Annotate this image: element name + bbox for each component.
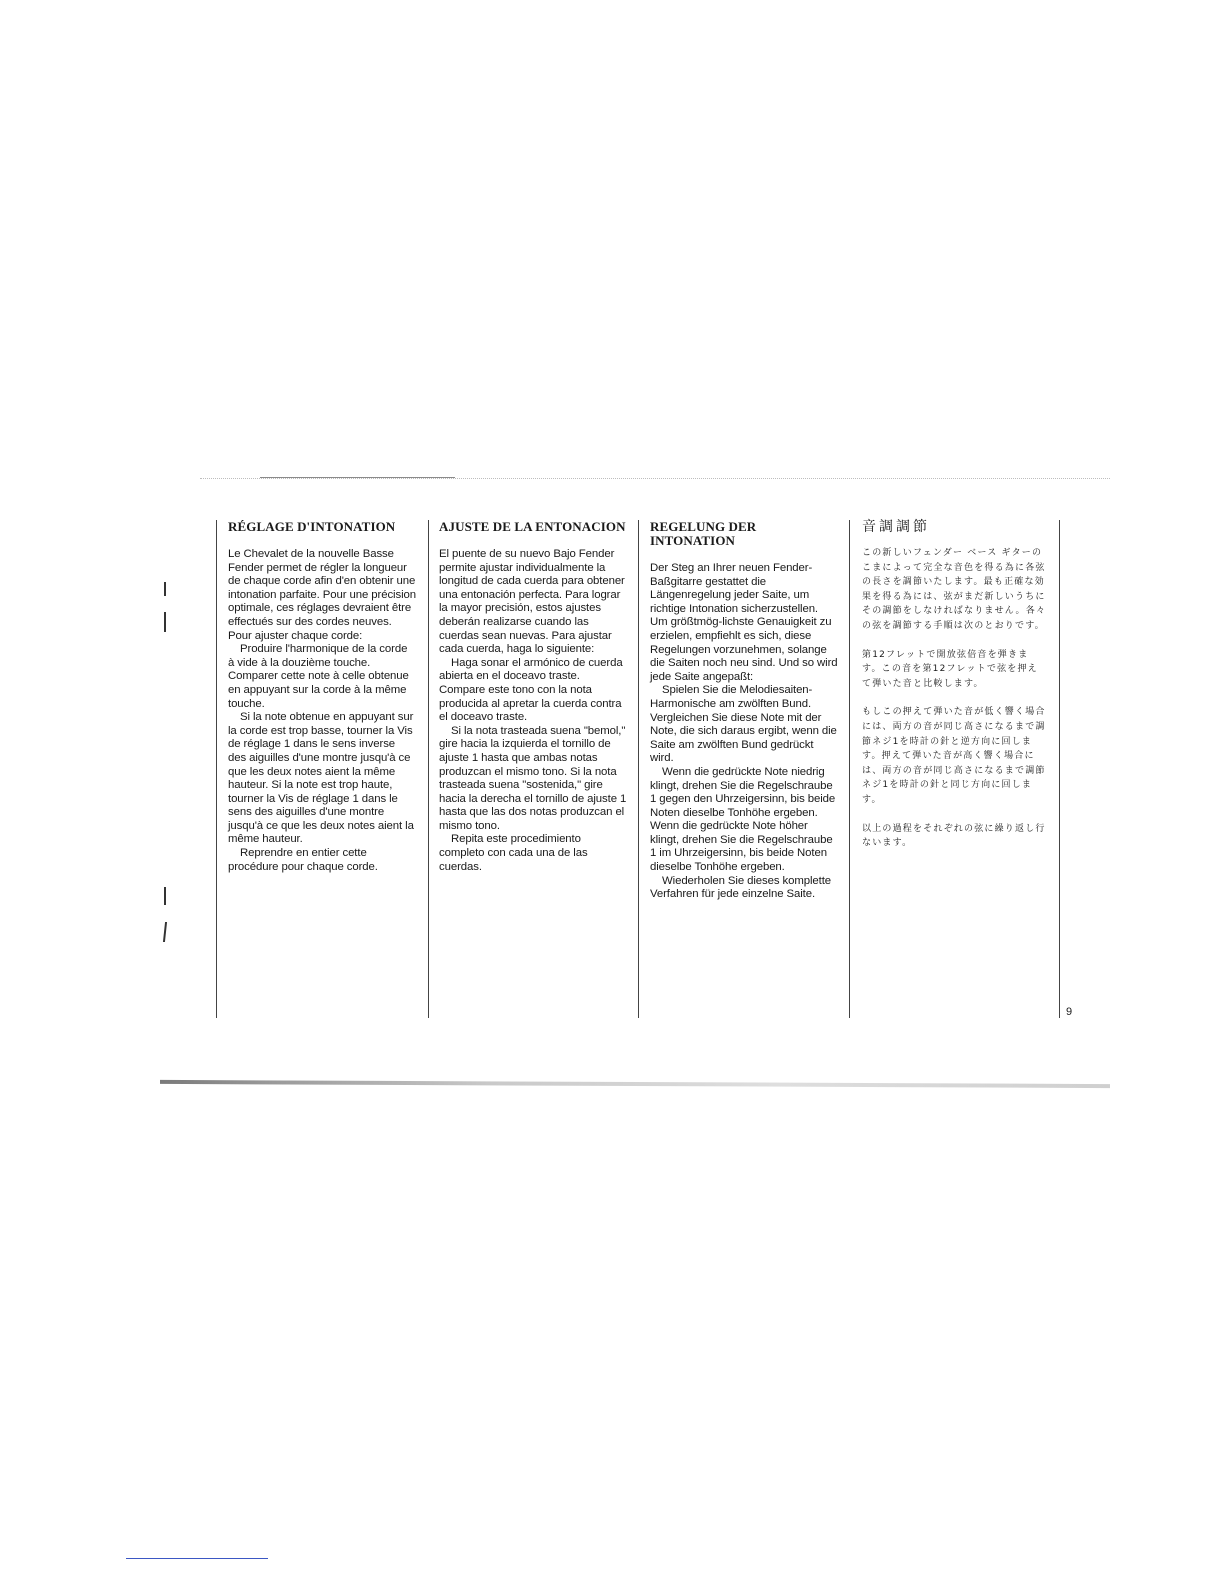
column-japanese bbox=[862, 520, 1048, 865]
paragraph: Produire l'harmonique de la corde à vide à la douzième touche. Comparer cette note à celle obtenue en appuyant sur la corde à la même touche. bbox=[228, 643, 409, 710]
paragraph: Si la note obtenue en appuyant sur la corde est trop basse, tourner la Vis de réglage 1 dans le sens inverse des aiguilles d'une montre jusqu'à ce que les deux notes aient la même hauteur. Si la note est trop haute, tourner la Vis de réglage 1 dans le sens des aiguilles d'une montre jusqu'à ce que les deux notes aient la même hauteur. bbox=[228, 711, 414, 846]
edge-mark bbox=[163, 922, 167, 942]
paragraph: Si la nota trasteada suena "bemol," gire hacia la izquierda el tornillo de ajuste 1 hasta que ambas notas produzcan el mismo tono. Si la nota trasteada suena "sostenida," gire hacia la derecha el tornillo de ajuste 1 hasta que las dos notas produzcan el mismo tono. bbox=[439, 724, 627, 832]
column-divider bbox=[1059, 520, 1060, 1018]
paragraph: もしこの押えて弾いた音が低く響く場合には、両方の音が同じ高さになるまで調節ネジ1を時計の針と逆方向に回します。押えて弾いた音が高く響く場合には、両方の音が同じ高さになるまで調節ネジ1を時計の針と同じ方向に回します。 bbox=[862, 707, 1046, 805]
column-german bbox=[650, 520, 838, 902]
paragraph: Le Chevalet de la nouvelle Basse Fender permet de régler la longueur de chaque corde afin d'en obtenir une intonation parfaite. Pour une précision optimale, ces réglages devraient être effectués sur des cordes neuves. Pour ajuster chaque corde: bbox=[228, 548, 416, 642]
top-rule-accent bbox=[260, 477, 455, 478]
paragraph: Wiederholen Sie dieses komplette Verfahren für jede einzelne Saite. bbox=[650, 874, 832, 901]
section-title-french: RÉGLAGE D'INTONATION bbox=[228, 519, 396, 534]
paragraph: 第12フレットで開放弦倍音を弾きます。この音を第12フレットで弦を押えて弾いた音と比較します。 bbox=[862, 649, 1038, 689]
top-rule bbox=[200, 478, 1110, 479]
column-divider bbox=[428, 520, 429, 1018]
column-spanish bbox=[439, 520, 627, 874]
column-divider bbox=[849, 520, 850, 1018]
edge-mark bbox=[164, 887, 166, 905]
paragraph: 以上の過程をそれぞれの弦に繰り返し行ないます。 bbox=[862, 823, 1046, 849]
paragraph: Haga sonar el armónico de cuerda abierta en el doceavo traste. Compare este tono con la nota producida al apretar la cuerda contra el doceavo traste. bbox=[439, 656, 623, 724]
paragraph: Repita este procedimiento completo con cada una de las cuerdas. bbox=[439, 833, 588, 873]
bottom-rule bbox=[160, 1080, 1110, 1088]
paragraph: Spielen Sie die Melodiesaiten-Harmonische am zwölften Bund. Vergleichen Sie diese Note mit der Note, die sich daraus ergibt, wenn die Saite am zwölften Bund gedrückt wird. bbox=[650, 684, 837, 765]
paragraph: この新しいフェンダー ベース ギターのこまによって完全な音色を得る為に各弦の長さを調節いたします。最も正確な効果を得る為には、弦がまだ新しいうちにその調節をしなければなりません。各々の弦を調節する手順は次のとおりです。 bbox=[862, 548, 1047, 631]
paragraph: El puente de su nuevo Bajo Fender permite ajustar individualmente la longitud de cada cuerda para obtener una entonación perfecta. Para lograr la mayor precisión, estos ajustes deberán realizarse cuando las cuerdas sean nuevas. Para ajustar cada cuerda, haga lo siguiente: bbox=[439, 548, 625, 656]
edge-mark bbox=[164, 612, 166, 632]
page-number: 9 bbox=[1066, 1006, 1073, 1018]
section-title-spanish: AJUSTE DE LA ENTONACION bbox=[439, 519, 626, 534]
bottom-underline bbox=[126, 1558, 268, 1559]
paragraph: Reprendre en entier cette procédure pour chaque corde. bbox=[228, 847, 378, 873]
edge-mark bbox=[164, 582, 166, 596]
paragraph: Der Steg an Ihrer neuen Fender-Baßgitarre gestattet die Längenregelung jeder Saite, um richtige Intonation sicherzustellen. Um größtmög-lichste Genauigkeit zu erzielen, empfiehlt es sich, diese Regelungen vorzunehmen, solange die Saiten noch neu sind. Und so wird jede Saite angepaßt: bbox=[650, 562, 838, 683]
section-title-german: REGELUNG DER INTONATION bbox=[650, 519, 757, 548]
column-divider bbox=[638, 520, 639, 1018]
paragraph: Wenn die gedrückte Note niedrig klingt, drehen Sie die Regelschraube 1 gegen den Uhrzeigersinn, bis beide Noten dieselbe Tonhöhe ergeben. Wenn die gedrückte Note höher klingt, drehen Sie die Regelschraube 1 im Uhrzeigersinn, bis beide Noten dieselbe Tonhöhe ergeben. bbox=[650, 765, 836, 874]
section-title-japanese: 音調調節 bbox=[862, 519, 930, 535]
column-divider bbox=[216, 520, 217, 1018]
column-french bbox=[228, 520, 416, 874]
